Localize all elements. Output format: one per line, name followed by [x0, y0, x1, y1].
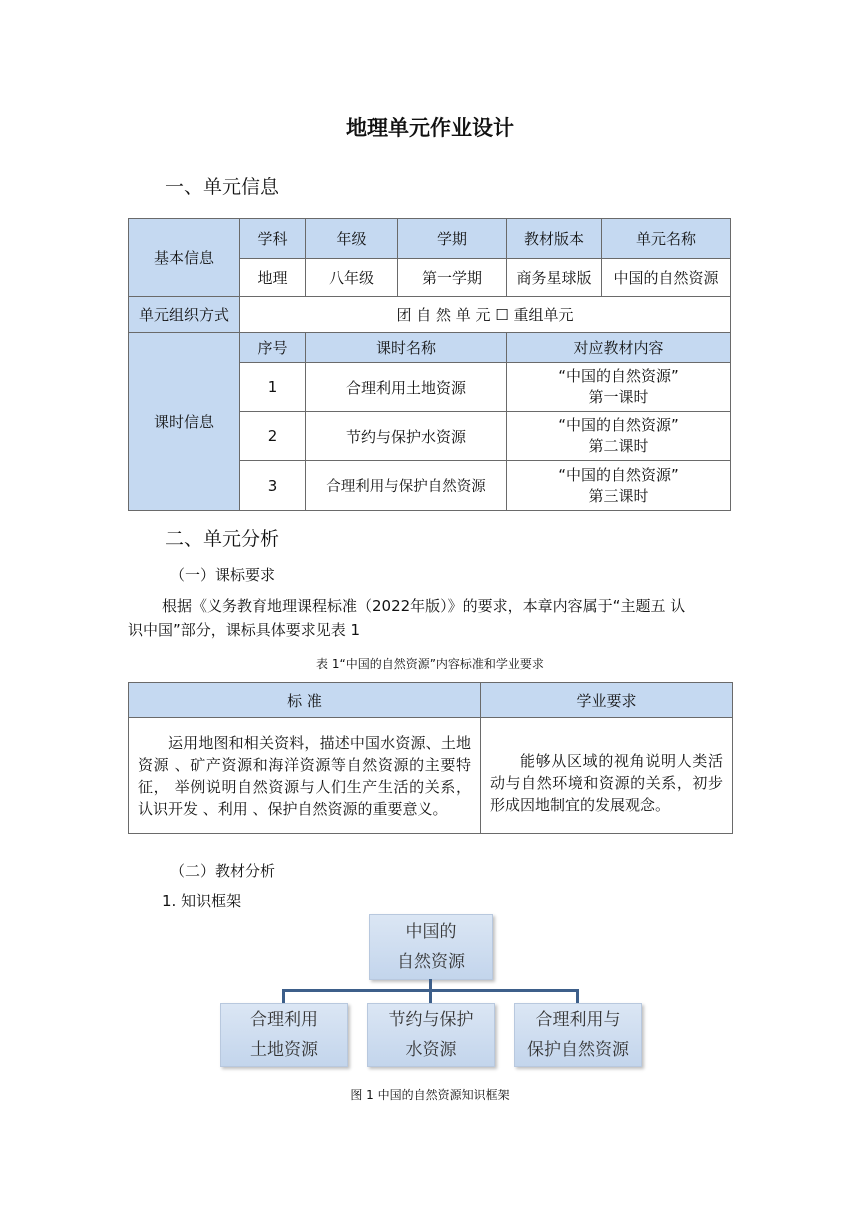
header-unit-name: 单元名称: [602, 219, 731, 259]
connector-right: [576, 989, 579, 1003]
header-term: 学期: [398, 219, 507, 259]
lesson-content-line2: 第一课时: [588, 388, 649, 406]
root-node-line2: 自然资源: [397, 952, 465, 972]
node-resources-line2: 保护自然资源: [527, 1040, 629, 1060]
diagram-node-water: [367, 1003, 495, 1067]
lesson-info-label: 课时信息: [129, 333, 240, 511]
document-title: 地理单元作业设计: [346, 116, 514, 140]
node-land-line1: 合理利用: [250, 1010, 318, 1030]
org-method-value: 团 自 然 单 元 ☐ 重组单元: [240, 297, 731, 333]
basic-info-label: 基本信息: [129, 219, 240, 297]
connector-middle: [429, 989, 432, 1003]
value-subject: 地理: [240, 259, 306, 297]
node-resources-line1: 合理利用与: [535, 1010, 621, 1030]
standard-text: 运用地图和相关资料，描述中国水资源、土地资源 、矿产资源和海洋资源等自然资源的主要特征， 举例说明自然资源与人们生产生活的关系， 认识开发 、利用 、保护自然资源的重要意义。: [138, 733, 471, 818]
lesson-content-line1: “中国的自然资源”: [558, 367, 679, 385]
connector-left: [282, 989, 285, 1003]
requirement-text: 能够从区域的视角说明人类活动与自然环境和资源的关系，初步形成因地制宜的发展观念。: [490, 751, 723, 814]
header-textbook: 教材版本: [507, 219, 602, 259]
lesson-name: 节约与保护水资源: [306, 412, 507, 461]
header-requirement: 学业要求: [481, 683, 733, 718]
intro-paragraph-line1: 根据《义务教育地理课程标准（2022年版）》的要求，本章内容属于“主题五 认: [162, 597, 686, 615]
node-water-line1: 节约与保护: [388, 1010, 474, 1030]
standards-table: [128, 682, 733, 834]
knowledge-framework-diagram: [176, 906, 684, 1074]
unit-info-table: [128, 218, 731, 511]
header-grade: 年级: [306, 219, 398, 259]
lesson-content: [507, 461, 731, 511]
node-water-line2: 水资源: [405, 1040, 457, 1060]
lesson-content-line1: “中国的自然资源”: [558, 416, 679, 434]
lesson-name: 合理利用与保护自然资源: [306, 461, 507, 511]
value-grade: 八年级: [306, 259, 398, 297]
connector-vertical-root: [429, 979, 432, 989]
root-node-line1: 中国的: [405, 922, 457, 942]
standard-cell: [129, 718, 481, 834]
subheading-textbook-analysis: （二）教材分析: [170, 862, 276, 880]
section-heading-unit-analysis: 二、单元分析: [165, 528, 280, 550]
lesson-name: 合理利用土地资源: [306, 363, 507, 412]
lesson-no: 2: [240, 412, 306, 461]
lesson-content-line1: “中国的自然资源”: [558, 465, 679, 484]
header-lesson-name: 课时名称: [306, 333, 507, 363]
figure-caption: 图 1 中国的自然资源知识框架: [350, 1088, 510, 1102]
lesson-content: [507, 363, 731, 412]
value-unit-name: 中国的自然资源: [602, 259, 731, 297]
lesson-no: 3: [240, 461, 306, 511]
table-caption: 表 1“中国的自然资源”内容标准和学业要求: [316, 657, 544, 671]
header-subject: 学科: [240, 219, 306, 259]
subheading-curriculum: （一）课标要求: [170, 566, 276, 584]
node-land-line2: 土地资源: [250, 1040, 318, 1060]
lesson-no: 1: [240, 363, 306, 412]
requirement-cell: [481, 718, 733, 834]
org-method-label: 单元组织方式: [129, 297, 240, 333]
value-textbook: 商务星球版: [507, 259, 602, 297]
lesson-content-line2: 第三课时: [588, 486, 649, 505]
header-lesson-content: 对应教材内容: [507, 333, 731, 363]
value-term: 第一学期: [398, 259, 507, 297]
header-standard: 标 准: [129, 683, 481, 718]
diagram-root-node: [369, 914, 493, 980]
diagram-node-resources: [514, 1003, 642, 1067]
list-item-knowledge-framework: 1. 知识框架: [162, 892, 242, 910]
header-lesson-no: 序号: [240, 333, 306, 363]
lesson-content-line2: 第二课时: [588, 437, 649, 455]
section-heading-unit-info: 一、单元信息: [165, 176, 280, 198]
diagram-node-land: [220, 1003, 348, 1067]
intro-paragraph-line2: 识中国”部分，课标具体要求见表 1: [128, 621, 361, 639]
lesson-content: [507, 412, 731, 461]
